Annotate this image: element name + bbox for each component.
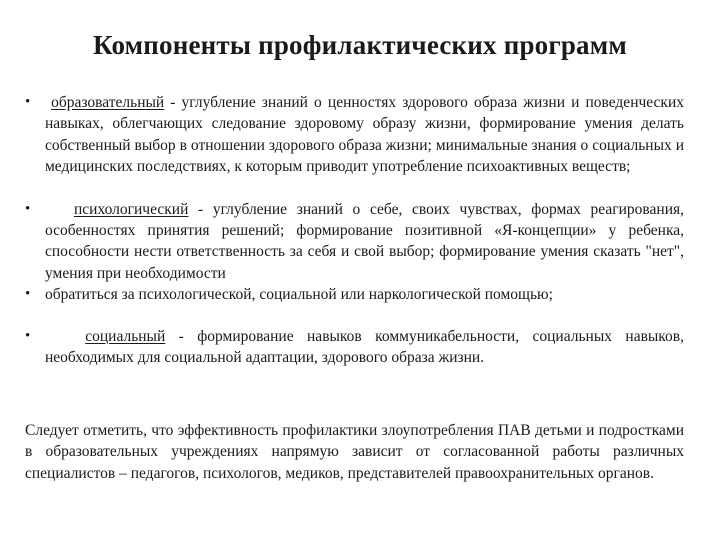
slide-title: Компоненты профилактических программ [93, 30, 627, 60]
bullet-icon: • [25, 200, 31, 217]
component-educational [0, 92, 720, 178]
component-description: - формирование навыков коммуникабельности, социальных навыков, необходимых для социальной адаптации, здорового образа жизни. [45, 327, 684, 367]
component-description: - углубление знаний о себе, своих чувствах, формах реагирования, особенностях принятия решений; формирование позитивной «Я-концепции» у ребенка, способности нести ответственность за себя и свой выбор; формирование умения сказать "нет", умения при необходимости [45, 200, 684, 282]
bullet-icon: • [25, 327, 31, 344]
component-social [0, 326, 720, 369]
component-psychological [0, 199, 720, 285]
bullet-icon: • [25, 94, 31, 110]
component-help-seeking [0, 284, 720, 305]
conclusion-paragraph: Следует отметить, что эффективность профилактики злоупотребления ПАВ детьми и подростками в образовательных учреждениях напрямую зависит от согласованной работы различных специалистов – педагогов, психологов, медиков, представителей правоохранительных органов. [25, 422, 684, 482]
bullet-icon: • [25, 286, 31, 303]
component-description: - углубление знаний о ценностях здорового образа жизни и поведенческих навыках, облегчающих следование здоровому образу жизни, формирование умения делать собственный выбор в отношении здорового образа жизни; минимальные знания о социальных и медицинских последствиях, к которым приводит употребление психоактивных веществ; [45, 94, 685, 176]
component-term: образовательный [51, 94, 165, 111]
component-term: социальный [85, 327, 166, 345]
component-list [0, 92, 720, 368]
component-term: психологический [73, 200, 189, 218]
component-description: обратиться за психологической, социальной или наркологической помощью; [45, 286, 553, 304]
